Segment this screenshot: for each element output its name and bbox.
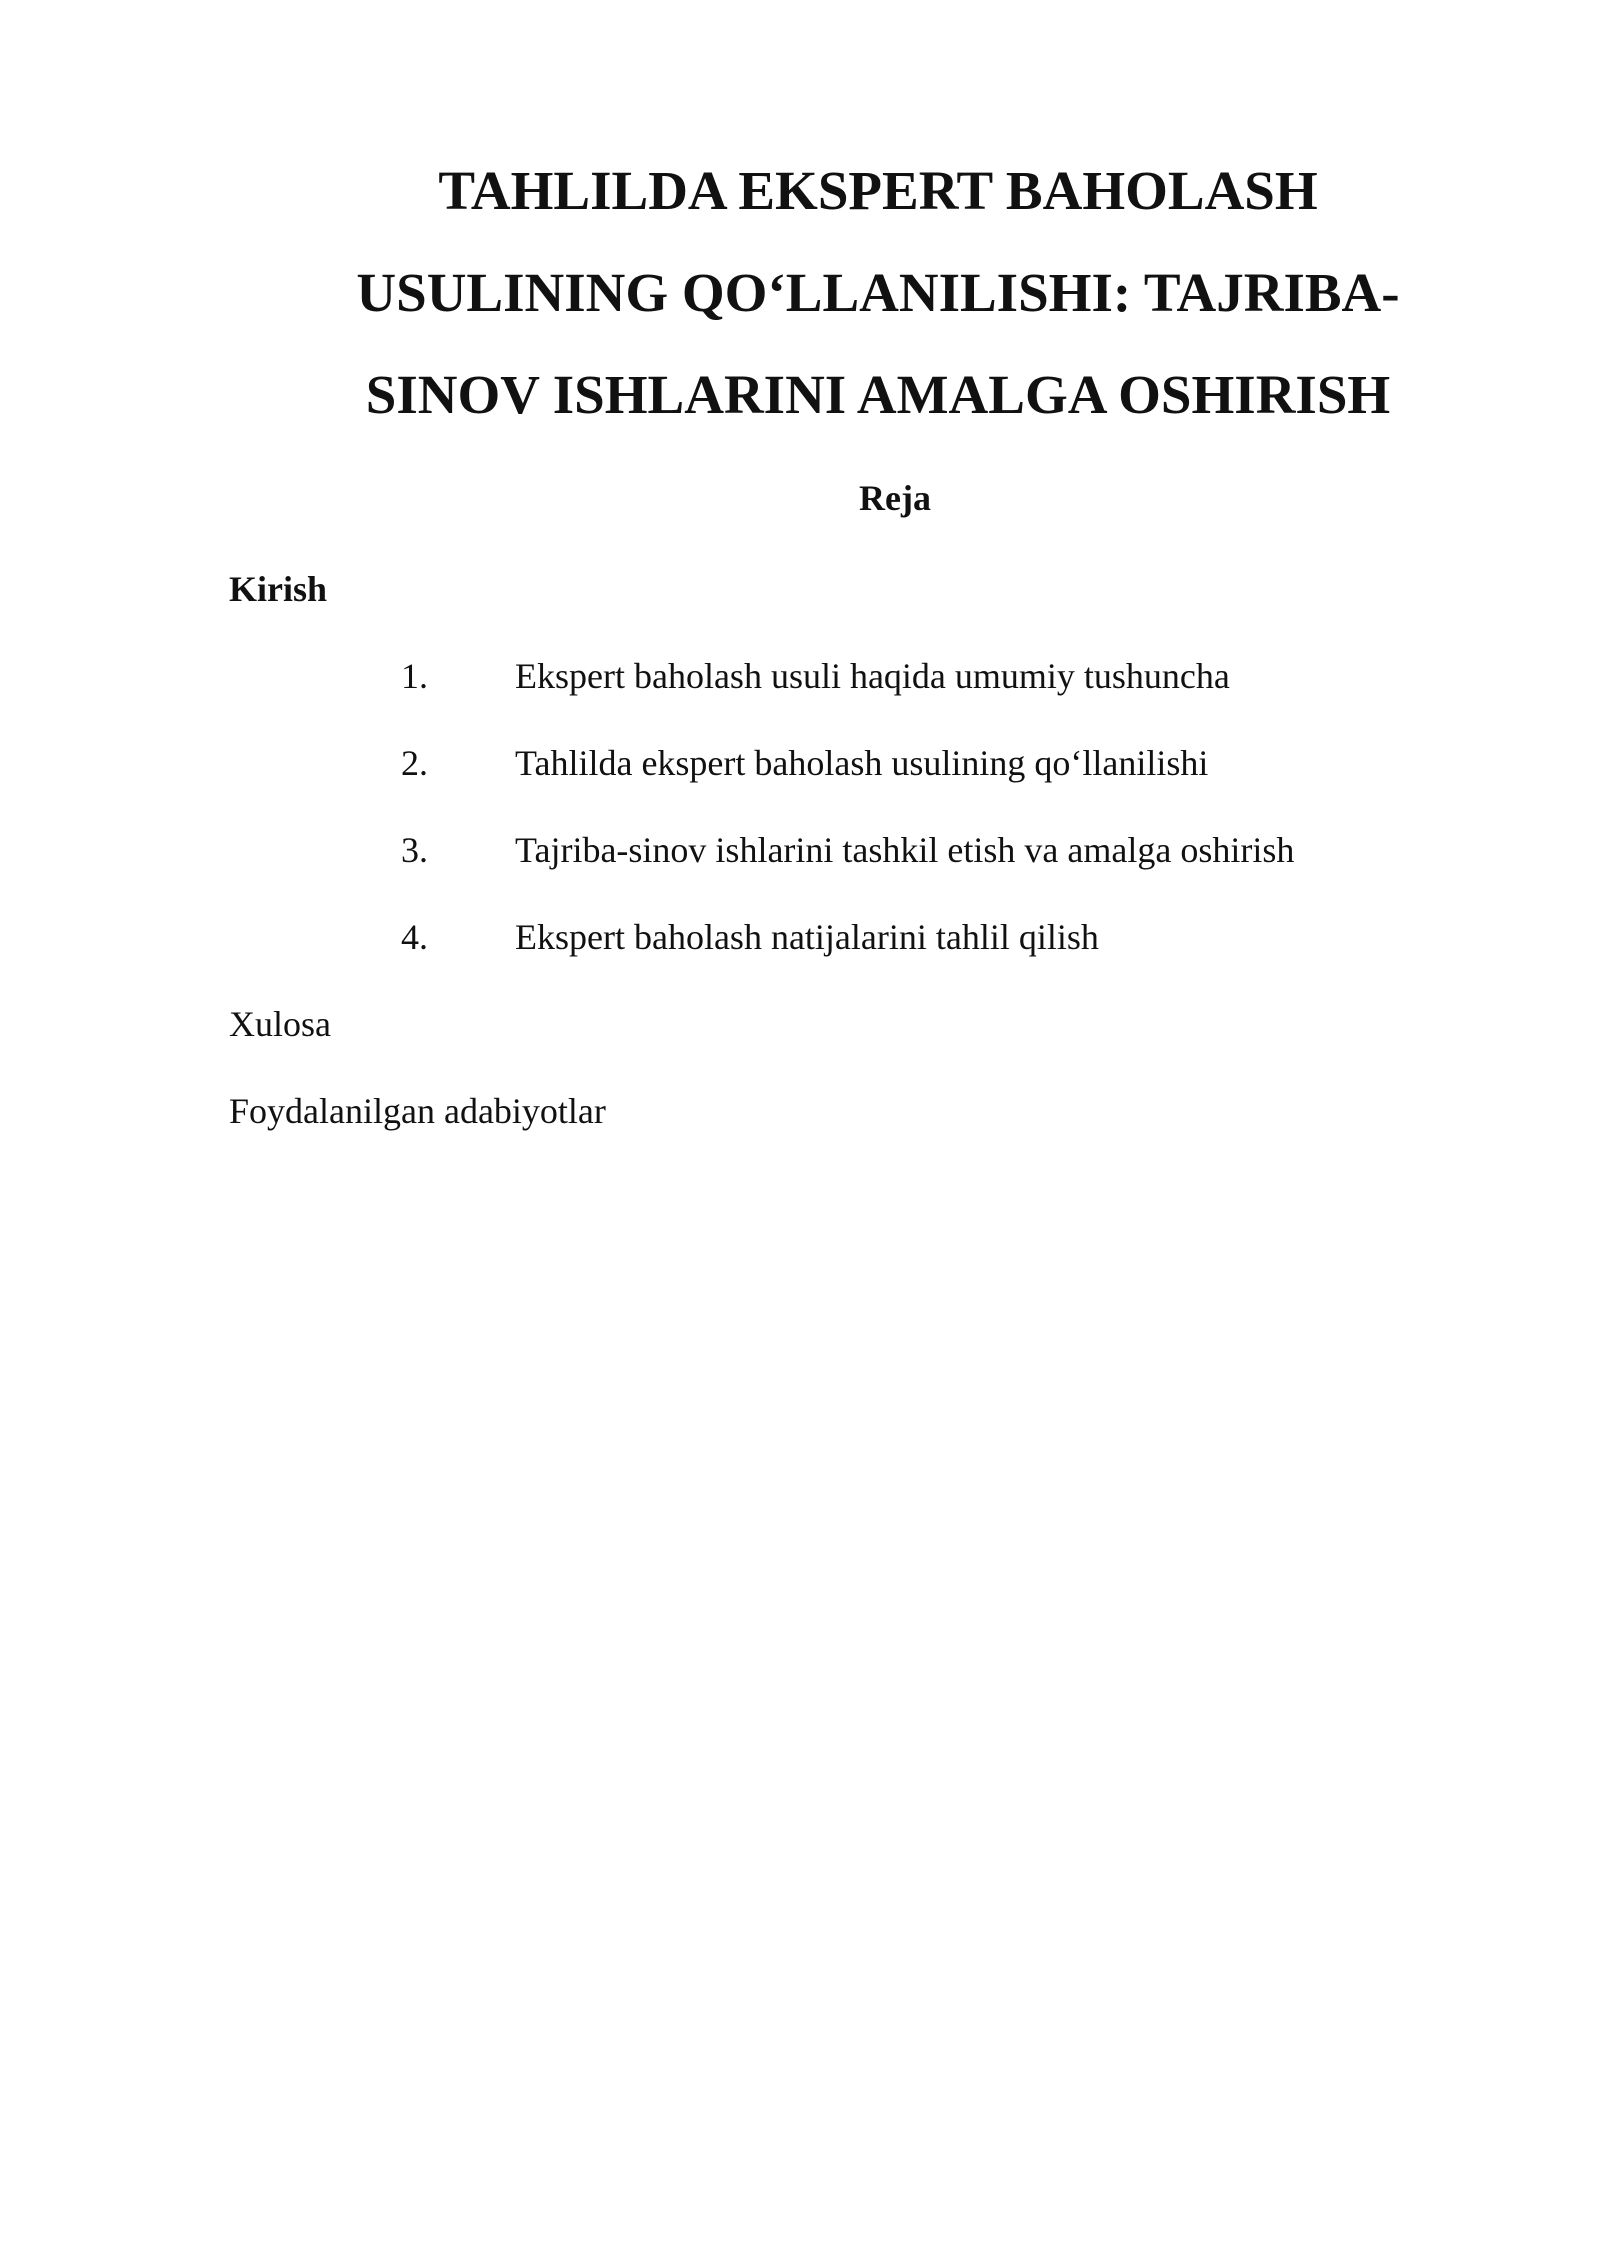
conclusion-item: Xulosa: [229, 1004, 331, 1044]
list-item-text: Ekspert baholash usuli haqida umumiy tushuncha: [515, 656, 1230, 696]
title-line-3: SINOV ISHLARINI AMALGA OSHIRISH: [365, 364, 1391, 425]
list-item-text: Tajriba-sinov ishlarini tashkil etish va amalga oshirish: [515, 830, 1295, 870]
intro-heading: Kirish: [229, 569, 328, 609]
references-item: Foydalanilgan adabiyotlar: [229, 1091, 606, 1131]
title-line-2: USULINING QO‘LLANILISHI: TAJRIBA-: [356, 262, 1400, 323]
list-item-number: 4.: [401, 917, 428, 957]
list-item-number: 1.: [401, 656, 428, 696]
list-item-text: Ekspert baholash natijalarini tahlil qilish: [515, 917, 1099, 957]
document-title: [228, 140, 1528, 446]
title-line-1: TAHLILDA EKSPERT BAHOLASH: [438, 160, 1318, 221]
list-item-number: 3.: [401, 830, 428, 870]
list-item-text: Tahlilda ekspert baholash usulining qo‘llanilishi: [515, 743, 1209, 783]
list-item-number: 2.: [401, 743, 428, 783]
plan-heading: Reja: [859, 478, 931, 518]
